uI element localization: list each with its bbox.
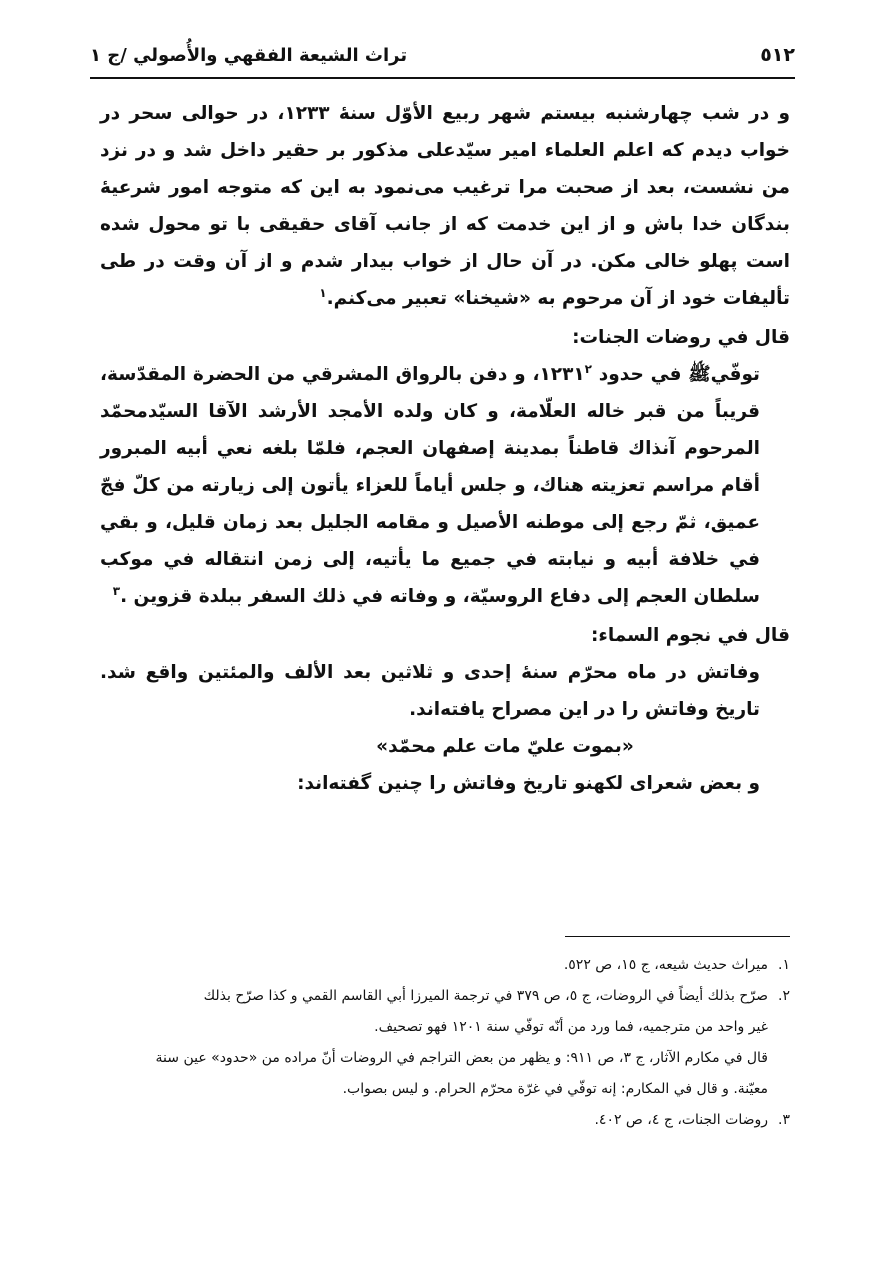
footnote-number: ١. — [778, 957, 790, 973]
text-line: المرحوم آنذاك قاطناً بمدينة إصفهان العجم، فلمّا بلغه نعي أبيه المبرور أقام — [100, 438, 760, 496]
paragraph-rawdat — [100, 356, 790, 615]
footnote-ref-1[interactable]: ١ — [319, 285, 327, 300]
text-line: رجع إلى موطنه الأصيل و مقامه الجليل بعد زمان قليل، و بقي في خلافة أبيه — [100, 512, 760, 570]
text-start: توفّي — [710, 364, 760, 385]
footnote-text: صرّح بذلك أيضاً في الروضات، ج ٥، ص ٣٧٩ في ترجمة الميرزا أبي القاسم القمي و كذا صرّح بذلك — [203, 988, 768, 1004]
running-title: تراث الشيعة الفقهي والأُصولي /ج ١ — [90, 44, 408, 66]
text-line: و نيابته في جميع ما يأتيه، إلى زمن انتقاله في موكب سلطان العجم إلى دفاع — [100, 549, 760, 607]
footnote-divider — [565, 936, 790, 937]
footnote-2-continued: معيّنة. و قال في المكارم: إنه توفّي في غرّة محرّم الحرام. و ليس بصواب. — [342, 1081, 768, 1097]
text-line: است پهلو خالی مکن. در آن حال از خواب بیدار شدم و از آن وقت در طی — [100, 251, 790, 272]
text-line: وفاتش را در این مصراح یافته‌اند. — [409, 699, 709, 720]
footnote-number: ٣. — [778, 1112, 790, 1128]
main-text — [100, 95, 790, 802]
text-line: من نشست، بعد از صحبت مرا ترغیب می‌نمود به این که متوجه امور شرعیهٔ — [100, 177, 790, 198]
text-line: الروسيّة، و وفاته في ذلك السفر ببلدة قزوين . — [120, 586, 543, 607]
text-line: ، و دفن بالرواق المشرقي من الحضرة المقدّسة، — [100, 364, 540, 385]
footnote-ref-3[interactable]: ٣ — [112, 583, 121, 598]
honorific-symbol: ﷺ — [688, 364, 711, 385]
footnote-3 — [100, 1105, 790, 1136]
header-rule — [90, 77, 795, 79]
text-line: و در شب چهارشنبه بیستم شهر ربیع الأوّل سنهٔ ۱۲۳۳، در حوالی سحر در — [100, 103, 790, 124]
footnote-number: ٢. — [778, 988, 790, 1004]
text-line: تألیفات خود از آن مرحوم به «شیخنا» تعبیر می‌کنم. — [326, 288, 790, 309]
footnote-text: میراث حدیث شیعه، ج ١٥، ص ٥٢٢. — [563, 957, 768, 973]
year-text: في حدود ١٢٣١ — [539, 364, 689, 385]
footnotes — [100, 950, 790, 1136]
footnote-1 — [100, 950, 790, 981]
paragraph-dream — [100, 95, 790, 317]
closing-line: و بعض شعرای لکهنو تاریخ وفاتش را چنین گفته‌اند: — [297, 773, 760, 794]
footnote-text: روضات الجنات، ج ٤، ص ٤٠٢. — [594, 1112, 768, 1128]
text-line: مراسم تعزيته هناك، و جلس أياماً للعزاء يأتون إلى زيارته من كلّ فجّ عميق، ثمّ — [100, 475, 760, 533]
text-line: وفاتش در ماه محرّم سنهٔ إحدی و ثلاثین بعد الألف والمئتین واقع شد. تاریخ — [100, 662, 760, 720]
paragraph-nujum — [100, 654, 790, 728]
footnote-ref-2[interactable]: ٢ — [584, 361, 592, 376]
page-number: ٥١٢ — [760, 44, 795, 66]
page-header — [90, 38, 795, 72]
footnote-2-continued: غير واحد من مترجميه، فما ورد من أنّه توفّي سنة ١٢٠١ فهو تصحيف. — [374, 1019, 768, 1035]
text-line: بندگان خدا باش و از این خدمت که از جانب آقای حقیقی با تو محول شده — [100, 214, 790, 235]
footnote-2 — [100, 981, 790, 1012]
heading-rawdat: قال في روضات الجنات: — [572, 327, 790, 348]
footnote-2-continued: قال في مكارم الآثار، ج ٣، ص ٩١١: و يظهر من بعض التراجم في الروضات أنّ مراده من «حدود» عين سنة — [155, 1050, 768, 1066]
heading-nujum: قال في نجوم السماء: — [590, 625, 790, 646]
text-line: خواب دیدم که اعلم العلماء امیر سیّدعلی مذکور بر حقیر داخل شد و در نزد — [100, 140, 790, 161]
verse-line: «بموت عليّ مات علم محمّد» — [376, 736, 634, 757]
text-line: قريباً من قبر خاله العلّامة، و كان ولده الأمجد الأرشد الآقا السيّدمحمّد — [100, 401, 760, 422]
